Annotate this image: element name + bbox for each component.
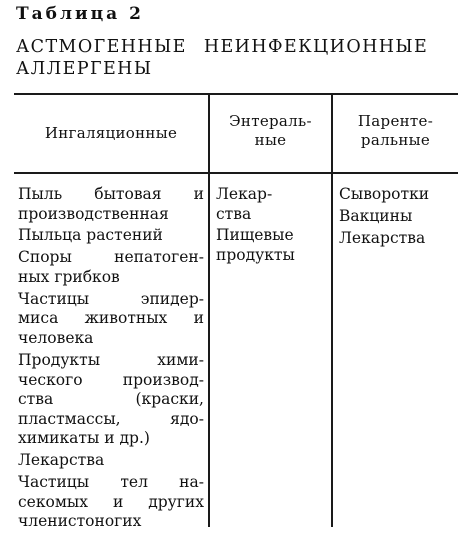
- inhalation-allergen-item-line: человека: [18, 329, 94, 348]
- enteral-allergen-item: [216, 185, 328, 224]
- inhalation-allergen-item-line: химикаты и др.): [18, 429, 150, 448]
- inhalation-allergen-item-line: Частицы тел на-: [18, 473, 204, 492]
- inhalation-allergen-item-line: ных грибков: [18, 267, 120, 286]
- inhalation-allergen-item-line: Пыльца растений: [18, 226, 163, 245]
- header-enteral-line-1: Энтераль-: [229, 112, 312, 130]
- enteral-allergen-item-line: продукты: [216, 246, 295, 265]
- enteral-allergen-item-line: Лекар-: [216, 185, 273, 203]
- inhalation-allergen-item-line: членистоногих: [18, 512, 142, 531]
- parenteral-allergen-item-line: Вакцины: [339, 206, 413, 225]
- enteral-allergen-item: [216, 226, 328, 265]
- inhalation-allergen-item-line: Лекарства: [18, 451, 105, 470]
- inhalation-allergen-item: [18, 351, 204, 449]
- table-title-line-1: АСТМОГЕННЫЕ НЕИНФЕКЦИОННЫЕ: [16, 37, 429, 57]
- header-parenteral-line-1: Паренте-: [357, 112, 434, 130]
- table-header-rule: [14, 172, 458, 174]
- inhalation-allergen-item-line: производственная: [18, 204, 169, 223]
- inhalation-allergen-item: [18, 185, 204, 224]
- parenteral-allergen-item: [339, 185, 457, 205]
- column-divider-2: [331, 95, 333, 527]
- header-parenteral-line-2: ральные: [360, 131, 431, 149]
- enteral-allergen-item-line: ства: [216, 204, 252, 223]
- inhalation-allergen-item: [18, 226, 204, 246]
- parenteral-column: [339, 185, 457, 251]
- enteral-allergen-item-line: Пищевые: [216, 226, 294, 245]
- inhalation-allergen-item-line: ческого производ-: [18, 370, 204, 389]
- parenteral-allergen-item: [339, 229, 457, 249]
- enteral-column: [216, 185, 328, 268]
- inhalation-allergen-item-line: Споры непатоген-: [18, 248, 204, 267]
- inhalation-allergen-item-line: Пыль бытовая и: [18, 185, 204, 203]
- inhalation-allergen-item: [18, 290, 204, 349]
- inhalation-allergen-item-line: пластмассы, ядо-: [18, 409, 204, 428]
- table-title-line-2: АЛЛЕРГЕНЫ: [16, 59, 153, 79]
- header-parenteral: [333, 112, 458, 150]
- inhalation-allergen-item-line: секомых и других: [18, 492, 204, 511]
- inhalation-allergen-item-line: ства (краски,: [18, 390, 204, 409]
- inhalation-allergen-item-line: миса животных и: [18, 309, 204, 328]
- column-divider-1: [208, 95, 210, 527]
- table-top-rule: [14, 93, 458, 95]
- inhalation-allergen-item: [18, 248, 204, 287]
- inhalation-column: [18, 185, 204, 534]
- header-enteral-line-2: ные: [254, 131, 287, 149]
- parenteral-allergen-item: [339, 207, 457, 227]
- header-inhalation: [14, 124, 208, 143]
- inhalation-allergen-item: [18, 451, 204, 471]
- header-inhalation-text: Ингаляционные: [44, 124, 178, 142]
- inhalation-allergen-item-line: Частицы эпидер-: [18, 289, 204, 308]
- header-enteral: [210, 112, 331, 150]
- parenteral-allergen-item-line: Лекарства: [339, 228, 426, 247]
- inhalation-allergen-item: [18, 473, 204, 532]
- table-label: Таблица 2: [16, 4, 144, 24]
- parenteral-allergen-item-line: Сыворотки: [339, 185, 430, 203]
- table-title: [16, 36, 456, 80]
- inhalation-allergen-item-line: Продукты хими-: [18, 350, 204, 369]
